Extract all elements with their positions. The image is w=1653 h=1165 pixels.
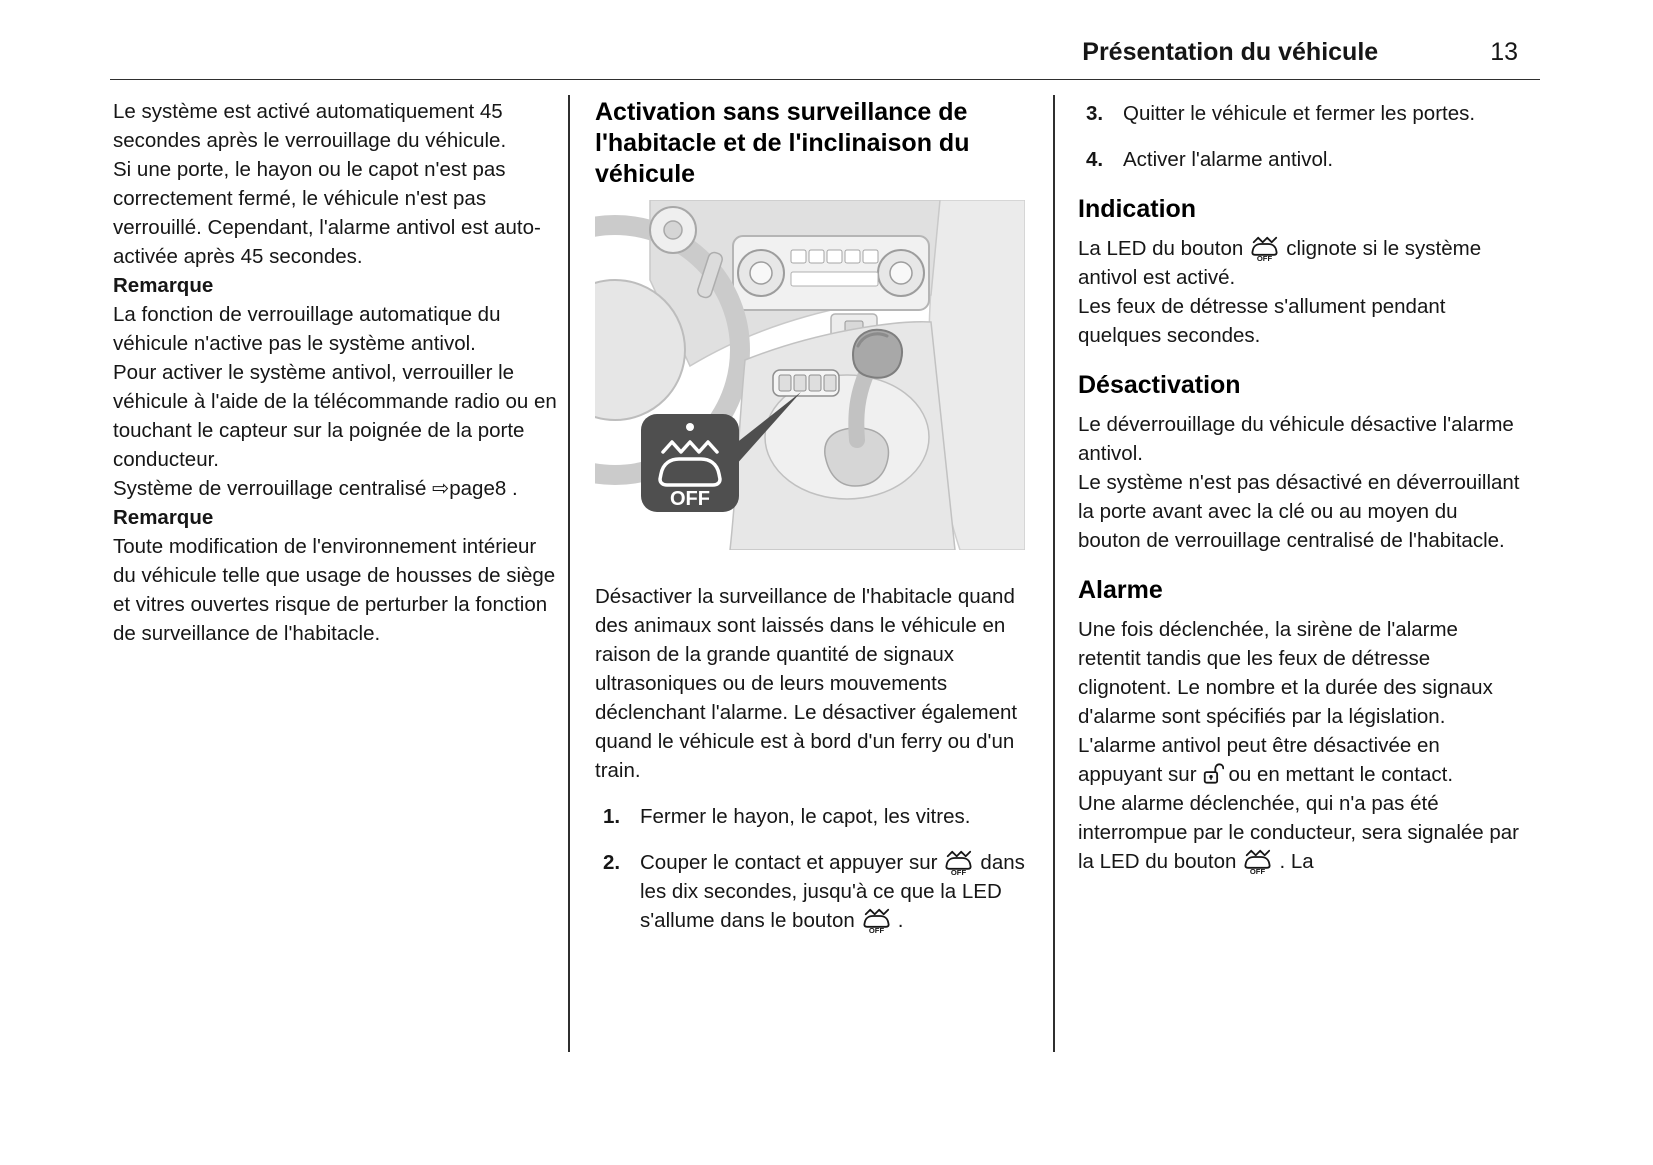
interior-surveillance-off-icon	[1248, 235, 1281, 262]
column-right	[1078, 97, 1521, 876]
column-middle	[595, 97, 1031, 935]
page-header	[110, 38, 1518, 67]
paragraph: Désactiver la surveillance de l'habitacle quand des animaux sont laissés dans le véhicule en raison de la grande quantité de signaux ultrasoniques ou de leurs mouvements déclenchant l'alarme. Le désactiver également quand le véhicule est à bord d'un ferry ou d'un train.	[595, 585, 1018, 782]
note-label: Remarque	[113, 506, 214, 529]
unlock-icon	[1202, 761, 1224, 786]
surveillance-off-callout	[641, 414, 739, 512]
callout-off-label: OFF	[670, 488, 710, 510]
list-number: 1.	[603, 805, 621, 828]
list-number: 4.	[1086, 148, 1104, 171]
section-heading-indication: Indication	[1078, 195, 1197, 223]
led-dot	[686, 423, 694, 431]
column-divider	[1053, 95, 1055, 1052]
paragraph: Les feux de détresse s'allument pendant quelques secondes.	[1078, 295, 1446, 347]
list-number: 3.	[1086, 102, 1104, 125]
page-title: Présentation du véhicule	[1082, 38, 1379, 66]
page-number: 13	[1490, 38, 1518, 66]
list-item	[595, 802, 1031, 831]
list-text: Couper le contact et appuyer sur dans les dix secondes, jusqu'à ce que la LED s'allume dans le bouton .	[640, 848, 1031, 935]
paragraph: La LED du bouton clignote si le système antivol est activé.	[1078, 237, 1482, 289]
paragraph: Pour activer le système antivol, verrouiller le véhicule à l'aide de la télécommande radio ou en touchant le capteur sur la poignée de la porte conducteur.	[113, 361, 557, 471]
list-number: 2.	[603, 851, 621, 874]
paragraph: Le système est activé automatiquement 45 secondes après le verrouillage du véhicule.	[113, 100, 507, 152]
shifter-knob	[853, 330, 902, 378]
list-item	[1078, 99, 1521, 128]
paragraph-text: Système de verrouillage centralisé	[113, 477, 427, 500]
paragraph: L'alarme antivol peut être désactivée en appuyant sur ou en mettant le contact.	[1078, 734, 1454, 786]
paragraph: Toute modification de l'environnement intérieur du véhicule telle que usage de housses de siège et vitres ouvertes risque de perturber la fonction de surveillance de l'habitacle.	[113, 535, 556, 645]
interior-surveillance-off-icon	[1241, 848, 1274, 875]
list-text: Quitter le véhicule et fermer les portes.	[1123, 102, 1476, 125]
section-heading-alarme: Alarme	[1078, 576, 1163, 604]
list-item	[1078, 145, 1521, 174]
interior-surveillance-off-icon	[942, 849, 975, 876]
paragraph: Une fois déclenchée, la sirène de l'alarme retentit tandis que les feux de détresse clignotent. Le nombre et la durée des signaux d'alarme sont spécifiés par la législation.	[1078, 618, 1493, 728]
list-item	[595, 848, 1031, 935]
header-rule	[110, 79, 1540, 80]
paragraph: Le déverrouillage du véhicule désactive l'alarme antivol.	[1078, 413, 1514, 465]
page-reference-link[interactable]: ⇨page8 .	[432, 477, 518, 500]
section-heading-desactivation: Désactivation	[1078, 371, 1241, 399]
paragraph: Si une porte, le hayon ou le capot n'est pas correctement fermé, le véhicule n'est pas verrouillé. Cependant, l'alarme antivol est auto-activée après 45 secondes.	[113, 158, 541, 268]
interior-illustration	[595, 200, 1025, 550]
paragraph	[113, 474, 558, 503]
paragraph: Le système n'est pas désactivé en déverrouillant la porte avant avec la clé ou au moyen du bouton de verrouillage centralisé de l'habitacle.	[1078, 471, 1520, 552]
section-heading-activation: Activation sans surveillance de l'habitacle et de l'inclinaison du véhicule	[595, 98, 970, 188]
column-divider	[568, 95, 570, 1052]
list-text: Fermer le hayon, le capot, les vitres.	[640, 805, 971, 828]
column-left	[113, 97, 558, 648]
interior-surveillance-off-icon	[860, 907, 893, 934]
paragraph: Une alarme déclenchée, qui n'a pas été interrompue par le conducteur, sera signalée par la LED du bouton . La	[1078, 789, 1521, 876]
note-label: Remarque	[113, 274, 214, 297]
paragraph: La fonction de verrouillage automatique du véhicule n'active pas le système antivol.	[113, 303, 501, 355]
list-text: Activer l'alarme antivol.	[1123, 148, 1334, 171]
